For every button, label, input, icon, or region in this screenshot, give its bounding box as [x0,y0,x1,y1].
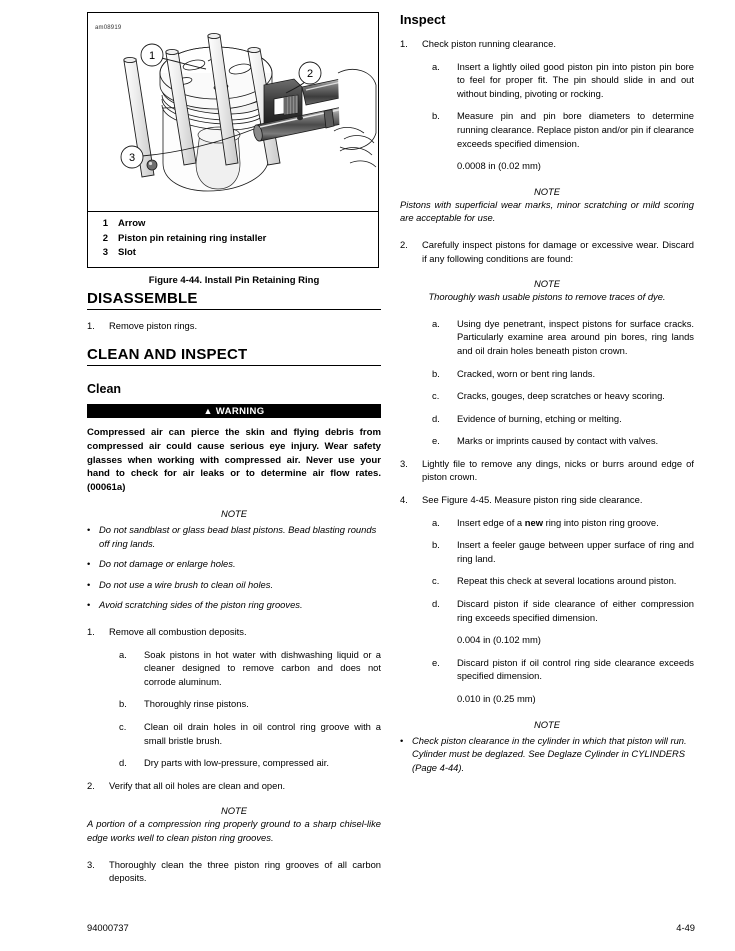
piston-pin-installer-drawing [88,13,378,211]
spec-value: 0.010 in (0.25 mm) [457,693,536,704]
list-marker: 4. [400,494,408,506]
note-label: NOTE [220,805,248,817]
sub-list-marker: b. [432,367,440,379]
list-marker: 1. [87,626,95,638]
sub-list-text: Evidence of burning, etching or melting. [457,412,622,424]
figure-illustration [88,13,378,211]
heading-clean-and-inspect: CLEAN AND INSPECT [87,346,381,366]
sub-list-text: Discard piston if side clearance of either compression ring exceeds specified dimension. [457,598,694,623]
legend-number: 1 [102,218,108,229]
figure-4-44 [87,12,379,268]
sub-list-text: Discard piston if oil control ring side clearance exceeds specified dimension. [457,656,694,682]
list-text: Lightly file to remove any dings, nicks or burrs around edge of piston crown. [422,457,694,483]
figure-caption: Figure 4-44. Install Pin Retaining Ring [148,274,320,286]
list-item [400,238,694,265]
sub-list-marker: c. [432,390,440,402]
sub-list-text: Insert a lightly oiled good piston pin into piston pin bore to feel for proper fit. The pin should slide in and out without binding, pivoting or rocking. [457,60,694,99]
list-item [87,319,381,333]
list-item [400,37,694,51]
legend-label: Slot [118,247,136,258]
sub-list-text: Measure pin and pin bore diameters to determine running clearance. Replace piston and/or pin if clearance exceeds specified dimension. [457,110,694,149]
bullet-icon: • [87,578,91,590]
note-label: NOTE [533,185,561,197]
legend-item [88,217,378,232]
warning-body-text: Compressed air can pierce the skin and flying debris from compressed air could cause serious eye injury. Wear safety glasses when working with compressed air. Never use your hand to check for air leaks or to determine air flow rates. (00061a) [87,427,381,494]
list-item [87,625,381,639]
legend-number: 3 [102,247,108,258]
note-bullet [400,734,694,775]
note-label: NOTE [533,718,561,730]
sub-list-marker: e. [432,435,440,447]
sub-list-marker: a. [432,317,440,329]
sub-list-marker: b. [432,539,440,551]
sub-list-marker: a. [432,60,440,72]
heading-inspect: Inspect [400,12,446,27]
list-item [87,779,381,793]
list-item [400,457,694,484]
sub-list-marker: e. [432,656,440,668]
list-item [87,858,381,885]
sub-list-marker: d. [432,412,440,424]
list-text: Verify that all oil holes are clean and open. [109,779,286,791]
note-bullet [87,578,381,592]
legend-item [88,246,378,261]
footer-page-number: 4-49 [676,922,695,933]
sub-list-text: Cracks, gouges, deep scratches or heavy scoring. [457,390,665,402]
list-marker: 2. [400,238,408,250]
bullet-icon: • [400,734,404,746]
sub-list-text: Insert a feeler gauge between upper surface of ring and ring land. [457,539,694,564]
list-text: See Figure 4-45. Measure piston ring side clearance. [422,494,643,506]
sub-list-item [400,516,694,530]
heading-disassemble: DISASSEMBLE [87,290,381,310]
bullet-icon: • [87,558,91,570]
list-text: Thoroughly clean the three piston ring grooves of all carbon deposits. [109,858,381,884]
note-text: Thoroughly wash usable pistons to remove traces of dye. [428,291,666,303]
sub-list-item [87,697,381,711]
emphasis-new: new [524,516,543,528]
text-after-bold: ring into piston ring groove. [543,516,659,528]
legend-label: Arrow [118,218,146,229]
note-bullet-text: Check piston clearance in the cylinder in which that piston will run. Cylinder must be deglazed. See Deglaze Cylinder in CYLINDERS (Page 4-44). [412,734,687,773]
sub-list-item [400,412,694,426]
list-item [400,493,694,507]
list-text: Remove piston rings. [109,319,198,331]
sub-list-text [457,516,694,530]
subheading-clean: Clean [87,382,122,397]
sub-list-item [400,317,694,358]
warning-banner [87,404,381,418]
figure-legend [88,211,378,267]
sub-list-text: Marks or imprints caused by contact with valves. [457,435,659,447]
sub-list-marker: a. [432,516,440,528]
sub-list-item [400,109,694,150]
list-marker: 3. [87,858,95,870]
callout-3-number: 3 [128,152,136,164]
sub-list-text: Thoroughly rinse pistons. [144,698,249,710]
note-bullet-text: Avoid scratching sides of the piston ring grooves. [99,599,303,611]
sub-list-item [400,60,694,101]
callout-1-number: 1 [148,50,156,62]
spec-value: 0.0008 in (0.02 mm) [457,160,541,172]
text-before-bold: Insert edge of a [457,516,525,528]
callout-2-number: 2 [306,68,314,80]
sub-list-item [400,597,694,624]
list-marker: 1. [400,38,408,49]
sub-list-text: Using dye penetrant, inspect pistons for surface cracks. Particularly examine area around pin bores, ring lands and oil drain holes beneath piston crown. [457,317,694,356]
list-marker: 2. [87,779,95,791]
note-label: NOTE [220,508,248,520]
sub-list-text: Cracked, worn or bent ring lands. [457,367,596,379]
sub-list-item [87,648,381,689]
warning-triangle-icon: ▲ [203,405,213,416]
legend-number: 2 [102,232,108,244]
list-marker: 3. [400,457,408,469]
note-bullet [87,598,381,612]
note-bullet-text: Do not use a wire brush to clean oil holes. [99,578,274,590]
list-marker: 1. [87,319,95,331]
sub-list-marker: d. [119,757,127,769]
sub-list-marker: c. [119,721,127,733]
sub-list-item [400,538,694,565]
sub-list-text: Clean oil drain holes in oil control ring groove with a small bristle brush. [144,721,381,746]
spec-value: 0.004 in (0.102 mm) [457,634,541,646]
note-bullet [87,557,381,571]
sub-list-item [400,367,694,381]
note-text: A portion of a compression ring properly ground to a sharp chisel-like edge works well to clean piston ring grooves. [87,818,381,843]
sub-list-item [400,434,694,448]
note-label: NOTE [533,278,561,290]
note-bullet-text: Do not sandblast or glass bead blast pistons. Bead blasting rounds off ring lands. [99,524,377,549]
sub-list-marker: b. [432,110,440,122]
sub-list-marker: c. [432,575,440,587]
sub-list-marker: d. [432,598,440,610]
list-text: Carefully inspect pistons for damage or excessive wear. Discard if any following conditions are found: [422,238,694,264]
sub-list-item [87,720,381,747]
note-text: Pistons with superficial wear marks, minor scratching or mild scoring are acceptable for use. [400,198,694,224]
legend-item [88,232,378,247]
sub-list-item [400,389,694,403]
right-column [400,12,694,774]
sub-list-text: Repeat this check at several locations around piston. [457,575,677,587]
sub-list-text: Dry parts with low-pressure, compressed air. [144,757,329,769]
sub-list-item [400,656,694,683]
list-text: Check piston running clearance. [422,38,556,49]
sub-list-item [400,574,694,588]
legend-label: Piston pin retaining ring installer [118,232,267,244]
sub-list-marker: a. [119,648,127,660]
sub-list-text: Soak pistons in hot water with dishwashing liquid or a cleaner designed to remove carbon and does not corrode aluminum. [144,648,381,687]
bullet-icon: • [87,599,91,611]
note-bullet [87,523,381,550]
footer-document-number: 94000737 [87,922,129,933]
note-bullet-text: Do not damage or enlarge holes. [99,558,236,570]
warning-banner-label: WARNING [215,405,265,417]
bullet-icon: • [87,524,91,536]
list-text: Remove all combustion deposits. [109,626,247,638]
left-column [87,12,381,885]
sub-list-item [87,756,381,770]
artwork-id-label: am08919 [95,25,122,31]
sub-list-marker: b. [119,698,127,710]
